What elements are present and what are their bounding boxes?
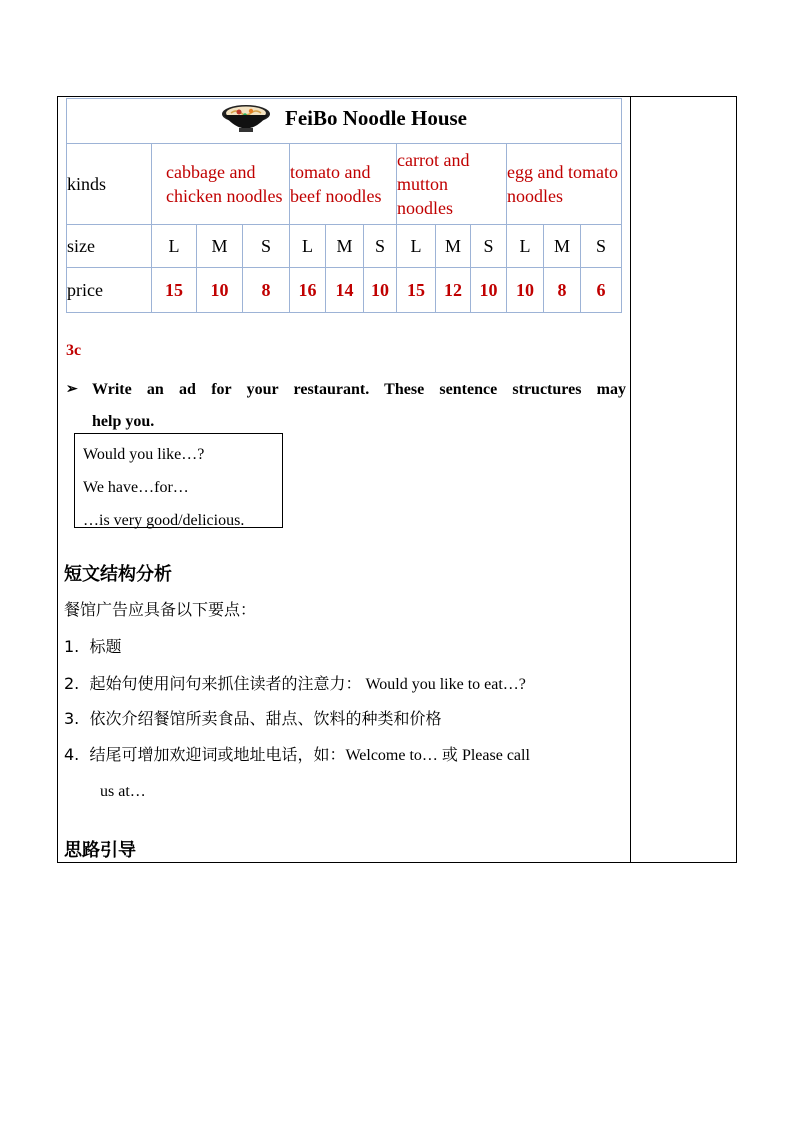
task-instruction (66, 374, 626, 438)
menu-title-cell (67, 99, 622, 144)
point-english-2: Please call (457, 747, 530, 764)
instruction-line-1: Write an ad for your restaurant. These sentence structures may (92, 381, 626, 398)
menu-table (66, 98, 622, 313)
menu-title: FeiBo Noodle House (285, 105, 467, 130)
phrase-item: Would you like…? (83, 446, 205, 463)
size-cell: L (152, 225, 197, 268)
point-1 (64, 637, 624, 657)
point-number: 3. (64, 709, 80, 728)
point-4-continuation (100, 781, 660, 802)
point-text: 起始句使用问句来抓住读者的注意力： (89, 674, 362, 693)
size-cell: S (581, 225, 622, 268)
point-text-2: 或 (441, 745, 458, 764)
size-cell: L (507, 225, 544, 268)
price-cell: 10 (471, 268, 507, 313)
price-cell: 8 (243, 268, 290, 313)
noodle-bowl-icon (221, 102, 271, 134)
point-text: 标题 (89, 637, 122, 656)
price-cell: 15 (152, 268, 197, 313)
analysis-heading: 短文结构分析 (64, 564, 172, 585)
price-cell: 12 (436, 268, 471, 313)
kinds-label: kinds (67, 144, 152, 225)
kind-1: cabbage and chicken noodles (152, 144, 290, 225)
size-cell: S (471, 225, 507, 268)
column-divider (630, 96, 631, 863)
arrow-bullet-icon: ➢ (66, 382, 78, 397)
price-cell: 16 (290, 268, 326, 313)
point-4 (64, 745, 624, 766)
size-label: size (67, 225, 152, 268)
point-text: 结尾可增加欢迎词或地址电话，如： (89, 745, 346, 764)
size-cell: S (243, 225, 290, 268)
point-number: 2. (64, 674, 80, 693)
price-cell: 15 (397, 268, 436, 313)
point-english: Welcome to… (345, 747, 442, 764)
point-text: 依次介绍餐馆所卖食品、甜点、饮料的种类和价格 (89, 709, 442, 728)
price-cell: 6 (581, 268, 622, 313)
price-cell: 10 (507, 268, 544, 313)
task-number: 3c (66, 342, 82, 359)
point-3 (64, 709, 624, 729)
price-cell: 10 (197, 268, 243, 313)
price-label: price (67, 268, 152, 313)
kind-2: tomato and beef noodles (290, 144, 397, 225)
phrase-item: We have…for… (83, 479, 189, 496)
size-cell: L (290, 225, 326, 268)
sentence-structures-box (74, 433, 283, 528)
size-cell: M (436, 225, 471, 268)
point-english: Would you like to eat…? (361, 676, 526, 693)
size-cell: M (326, 225, 364, 268)
price-cell: 10 (364, 268, 397, 313)
guide-heading: 思路引导 (64, 840, 136, 861)
size-cell: S (364, 225, 397, 268)
phrase-item: …is very good/delicious. (83, 512, 245, 529)
size-cell: M (544, 225, 581, 268)
size-cell: M (197, 225, 243, 268)
size-cell: L (397, 225, 436, 268)
point-number: 4. (64, 745, 80, 764)
point-number: 1. (64, 637, 80, 656)
analysis-intro: 餐馆广告应具备以下要点： (64, 600, 257, 619)
instruction-line-2: help you. (92, 413, 155, 430)
kind-3: carrot and mutton noodles (397, 144, 507, 225)
point-4-cont-text: us at… (100, 783, 146, 800)
point-2 (64, 674, 624, 695)
kind-4: egg and tomato noodles (507, 144, 622, 225)
price-cell: 8 (544, 268, 581, 313)
price-cell: 14 (326, 268, 364, 313)
